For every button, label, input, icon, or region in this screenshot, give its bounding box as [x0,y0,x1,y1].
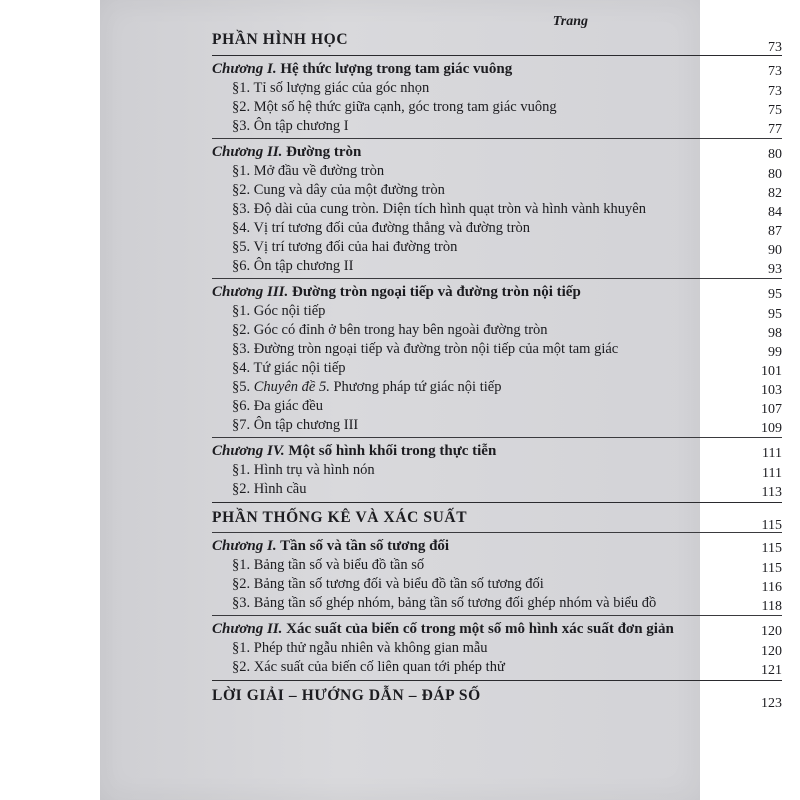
page-number: 99 [768,345,782,360]
page-number: 120 [761,644,782,659]
section-title-italic: Chuyên đề 5. [253,379,330,395]
page-number: 115 [761,561,782,576]
page-column-header: Trang [552,14,588,29]
section-title: Đa giác đều [253,398,323,414]
part-heading-title [212,28,348,52]
section-number: §4. [232,220,251,236]
section-entry-title [232,257,353,276]
chapter-heading-title [212,282,581,302]
page-number: 121 [761,663,782,678]
section-entry-title [232,181,445,200]
section-number: §2. [232,659,251,675]
section-entry [212,594,782,613]
section-title: Hình trụ và hình nón [253,462,375,478]
section-entry-title [232,162,384,181]
part-title: LỜI GIẢI – HƯỚNG DẪN – ĐÁP SỐ [212,687,481,704]
page-number: 98 [768,326,782,341]
chapter-title: Một số hình khối trong thực tiễn [288,443,497,459]
section-number: §1. [232,303,251,319]
page-number: 95 [768,287,782,302]
section-title: Cung và dây của một đường tròn [253,182,445,198]
section-number: §2. [232,99,251,115]
section-title: Bảng tần số ghép nhóm, bảng tần số tương đối ghép nhóm và biểu đồ [253,595,657,611]
page-number: 107 [761,402,782,417]
book-page [100,0,782,800]
page-number: 80 [768,167,782,182]
section-title: Ôn tập chương III [253,417,359,433]
page-number: 111 [762,466,782,481]
section-entry-title [232,658,505,677]
section-entry [212,98,782,117]
section-title: Vị trí tương đối của hai đường tròn [253,239,458,255]
page-number: 75 [768,103,782,118]
chapter-heading-title [212,441,496,461]
section-entry [212,340,782,359]
section-entry-title [232,416,358,435]
section-number: §2. [232,182,251,198]
section-entry [212,416,782,435]
page-number: 73 [768,64,782,79]
divider [212,55,782,56]
section-entry [212,397,782,416]
part-heading [212,506,782,533]
page-number: 115 [761,541,782,556]
section-entry [212,117,782,136]
divider [212,278,782,279]
chapter-label: Chương II. [212,621,283,637]
page-number: 118 [761,599,782,614]
section-number: §1. [232,462,251,478]
section-entry [212,238,782,257]
page-number: 111 [762,446,782,461]
section-number: §4. [232,360,251,376]
section-title: Góc có đỉnh ở bên trong hay bên ngoài đường tròn [253,322,548,338]
section-title: Hình cầu [253,481,307,497]
part-heading-title [212,684,481,708]
section-entry [212,181,782,200]
section-entry-title [232,321,548,340]
section-entry-title [232,556,424,575]
section-entry [212,79,782,98]
section-entry-title [232,359,346,378]
section-entry [212,480,782,499]
chapter-title: Hệ thức lượng trong tam giác vuông [280,61,513,77]
section-entry [212,378,782,397]
section-entry-title [232,98,557,117]
section-entry-title [232,219,530,238]
section-entry-title [232,117,349,136]
section-entry-title [232,238,457,257]
section-title: Bảng tần số tương đối và biểu đồ tần số tương đối [253,576,544,592]
chapter-heading [212,142,782,162]
part-heading [212,28,782,55]
section-number: §2. [232,576,251,592]
section-entry [212,359,782,378]
section-number: §1. [232,640,251,656]
section-entry-title [232,79,429,98]
chapter-heading-title [212,142,361,162]
page-number: 77 [768,122,782,137]
chapter-label: Chương IV. [212,443,285,459]
page-number: 87 [768,224,782,239]
divider [212,680,782,681]
section-number: §2. [232,322,251,338]
section-entry [212,257,782,276]
page-number: 120 [761,624,782,639]
section-title: Vị trí tương đối của đường thẳng và đường tròn [253,220,531,236]
section-number: §3. [232,595,251,611]
section-entry [212,658,782,677]
section-title: Tứ giác nội tiếp [253,360,346,376]
page-number: 93 [768,262,782,277]
chapter-title: Đường tròn ngoại tiếp và đường tròn nội tiếp [292,284,581,300]
section-entry [212,162,782,181]
chapter-heading [212,441,782,461]
section-number: §2. [232,481,251,497]
page-number: 113 [761,485,782,500]
page-number: 95 [768,307,782,322]
section-entry [212,575,782,594]
section-number: §6. [232,258,251,274]
section-title: Phép thử ngẫu nhiên và không gian mẫu [253,640,488,656]
section-number: §5. [232,379,251,395]
divider [212,502,782,503]
chapter-label: Chương I. [212,61,277,77]
section-title: Ôn tập chương I [253,118,349,134]
section-entry-title [232,480,307,499]
part-heading-title [212,506,467,530]
chapter-label: Chương II. [212,144,283,160]
page-number: 103 [761,383,782,398]
section-number: §5. [232,239,251,255]
section-entry-title [232,461,375,480]
page-number: 90 [768,243,782,258]
section-entry-title [232,639,488,658]
section-entry [212,639,782,658]
chapter-title: Đường tròn [286,144,362,160]
chapter-label: Chương I. [212,538,277,554]
page-number: 101 [761,364,782,379]
section-entry [212,321,782,340]
section-number: §1. [232,163,251,179]
section-number: §1. [232,557,251,573]
section-entry-title [232,575,544,594]
chapter-title: Xác suất của biến cố trong một số mô hình xác suất đơn giản [286,621,674,637]
section-entry [212,219,782,238]
section-number: §6. [232,398,251,414]
section-entry-title [232,397,323,416]
page-number: 116 [761,580,782,595]
chapter-heading [212,282,782,302]
section-entry-title [232,594,656,613]
section-entry-title [232,378,501,397]
chapter-heading-title [212,59,512,79]
page-number: 123 [761,696,782,711]
section-title: Bảng tần số và biểu đồ tần số [253,557,425,573]
section-entry-title [232,302,325,321]
page-number: 84 [768,205,782,220]
section-title: Tỉ số lượng giác của góc nhọn [253,80,430,96]
section-number: §1. [232,80,251,96]
page-number: 82 [768,186,782,201]
chapter-heading [212,59,782,79]
section-title: Đường tròn ngoại tiếp và đường tròn nội tiếp của một tam giác [253,341,619,357]
section-title: Góc nội tiếp [253,303,326,319]
divider [212,138,782,139]
page-number: 73 [768,40,782,55]
divider [212,615,782,616]
section-title: Mở đầu về đường tròn [253,163,385,179]
section-entry [212,461,782,480]
section-title: Một số hệ thức giữa cạnh, góc trong tam giác vuông [253,99,557,115]
page-number: 80 [768,147,782,162]
section-title: Phương pháp tứ giác nội tiếp [333,379,502,395]
section-entry [212,302,782,321]
page-number: 73 [768,84,782,99]
divider [212,437,782,438]
section-entry [212,200,782,219]
chapter-label: Chương III. [212,284,289,300]
section-entry-title [232,200,646,219]
page-number: 109 [761,421,782,436]
part-title: PHẦN HÌNH HỌC [212,31,349,48]
section-entry [212,556,782,575]
chapter-title: Tần số và tần số tương đối [280,538,450,554]
section-entry-title [232,340,618,359]
section-number: §7. [232,417,251,433]
page-number: 115 [761,518,782,533]
chapter-heading-title [212,619,674,639]
chapter-heading-title [212,536,449,556]
section-number: §3. [232,118,251,134]
chapter-heading [212,536,782,556]
section-title: Độ dài của cung tròn. Diện tích hình quạt tròn và hình vành khuyên [253,201,646,217]
section-title: Ôn tập chương II [253,258,354,274]
part-title: PHẦN THỐNG KÊ VÀ XÁC SUẤT [212,509,468,526]
section-number: §3. [232,341,251,357]
part-heading [212,684,782,711]
section-title: Xác suất của biến cố liên quan tới phép thử [253,659,505,675]
divider [212,532,782,533]
table-of-contents [212,26,782,711]
chapter-heading [212,619,782,639]
section-number: §3. [232,201,251,217]
